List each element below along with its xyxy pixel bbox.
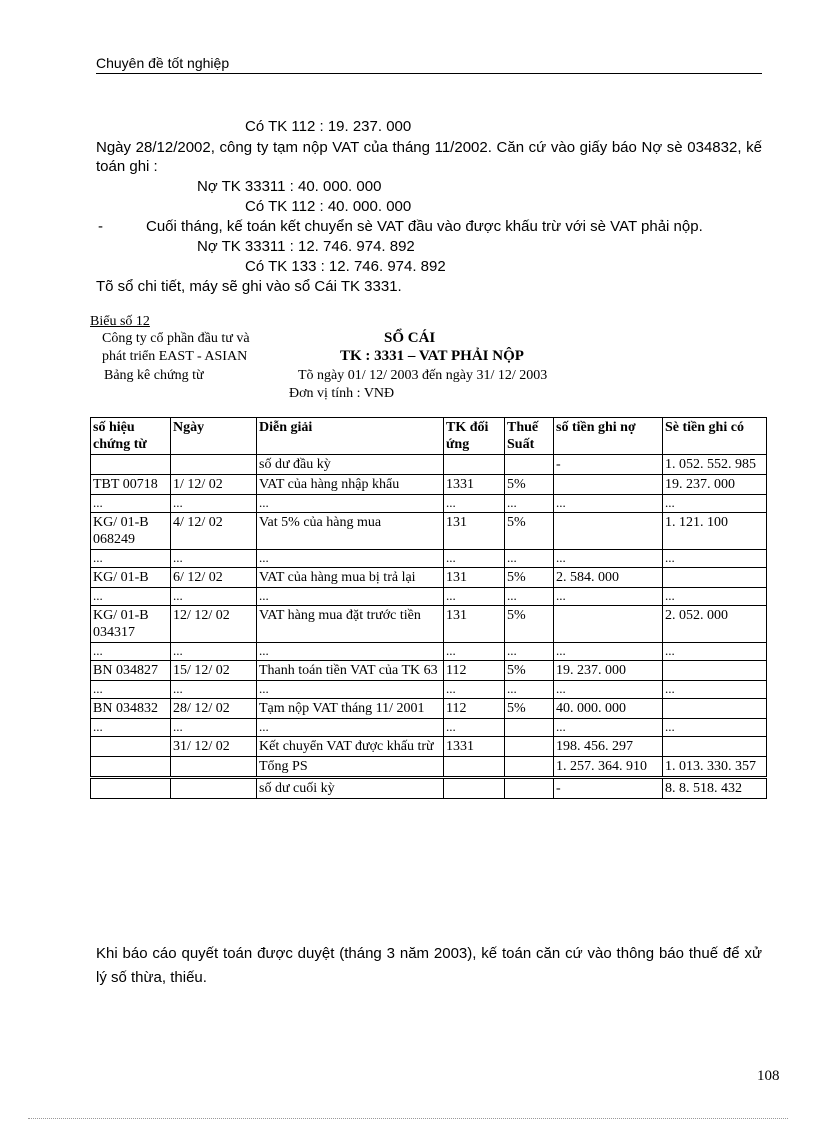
page-number: 108: [757, 1068, 780, 1084]
source-label: Bảng kê chứng từ: [104, 368, 204, 383]
table-row: [91, 475, 767, 495]
outro-paragraph: Khi báo cáo quyết toán được duyệt (tháng 3 năm 2003), kế toán căn cứ vào thông báo thuế để xử lý số thừa, thiếu.: [96, 945, 762, 986]
table-row: [91, 495, 767, 513]
table-cell: ...: [505, 681, 554, 699]
total-row: [91, 757, 767, 778]
table-cell: 112: [444, 661, 505, 681]
table-cell: 28/ 12/ 02: [171, 699, 257, 719]
table-cell: 198. 456. 297: [554, 737, 663, 757]
table-cell: ...: [663, 495, 767, 513]
column-header: số tiền ghi nợ: [554, 418, 663, 455]
intro-line-6: Có TK 133 : 12. 746. 974. 892: [245, 258, 446, 275]
table-cell: 1331: [444, 737, 505, 757]
ledger-period: Tõ ngày 01/ 12/ 2003 đến ngày 31/ 12/ 2003: [298, 368, 548, 383]
table-cell: ...: [444, 643, 505, 661]
table-cell: ...: [663, 550, 767, 568]
table-cell: ...: [554, 495, 663, 513]
intro-line-3: Có TK 112 : 40. 000. 000: [245, 198, 412, 215]
table-cell: 19. 237. 000: [663, 475, 767, 495]
table-cell: ...: [257, 681, 444, 699]
table-cell: ...: [554, 550, 663, 568]
table-cell: ...: [444, 495, 505, 513]
table-cell: 131: [444, 568, 505, 588]
table-cell: ...: [554, 681, 663, 699]
ledger-title: SỔ CÁI: [384, 330, 436, 346]
table-cell: [505, 719, 554, 737]
table-cell: ...: [554, 643, 663, 661]
table-cell: [663, 661, 767, 681]
table-row: [91, 588, 767, 606]
table-cell: [663, 737, 767, 757]
table-cell: ...: [171, 495, 257, 513]
table-row: [91, 719, 767, 737]
intro-line-1: Có TK 112 : 19. 237. 000: [245, 118, 412, 135]
intro-paragraph-1: Ngày 28/12/2002, công ty tạm nộp VAT của tháng 11/2002. Căn cứ vào giấy báo Nợ sè 034832, kế toán ghi :: [96, 139, 762, 175]
table-cell: ...: [257, 588, 444, 606]
table-cell: ...: [257, 719, 444, 737]
table-cell: ...: [505, 588, 554, 606]
table-cell: ...: [554, 719, 663, 737]
ledger-unit: Đơn vị tính : VNĐ: [289, 386, 395, 401]
table-cell: 131: [444, 513, 505, 550]
ledger-rows: [91, 475, 767, 757]
table-cell: 2. 584. 000: [554, 568, 663, 588]
column-header: Thuế Suất: [505, 418, 554, 455]
table-cell: ...: [444, 588, 505, 606]
column-header: Ngày: [171, 418, 257, 455]
table-cell: 131: [444, 606, 505, 643]
table-row: [91, 513, 767, 550]
table-cell: ...: [91, 588, 171, 606]
ledger-table: [90, 417, 767, 799]
column-header: Sè tiền ghi có: [663, 418, 767, 455]
table-cell: 5%: [505, 513, 554, 550]
table-cell: 5%: [505, 661, 554, 681]
table-cell: [663, 699, 767, 719]
table-row: [91, 699, 767, 719]
company-line-2: phát triển EAST - ASIAN: [102, 349, 248, 364]
table-cell: Thanh toán tiền VAT của TK 63: [257, 661, 444, 681]
opening-credit: 1. 052. 552. 985: [663, 455, 767, 475]
opening-balance-row: [91, 455, 767, 475]
total-label: Tổng PS: [257, 757, 444, 778]
table-cell: [663, 568, 767, 588]
table-cell: ...: [91, 719, 171, 737]
intro-line-5: Nợ TK 33311 : 12. 746. 974. 892: [197, 238, 415, 255]
table-cell: ...: [505, 550, 554, 568]
table-cell: ...: [171, 681, 257, 699]
table-cell: ...: [554, 588, 663, 606]
table-cell: 5%: [505, 699, 554, 719]
column-header: số hiệu chứng từ: [91, 418, 171, 455]
table-row: [91, 606, 767, 643]
table-row: [91, 681, 767, 699]
table-cell: ...: [444, 681, 505, 699]
table-cell: 1331: [444, 475, 505, 495]
table-row: [91, 661, 767, 681]
table-cell: 15/ 12/ 02: [171, 661, 257, 681]
closing-credit: 8. 8. 518. 432: [663, 778, 767, 799]
table-cell: ...: [171, 550, 257, 568]
table-cell: TBT 00718: [91, 475, 171, 495]
table-cell: ...: [91, 681, 171, 699]
table-cell: 1. 121. 100: [663, 513, 767, 550]
table-cell: Vat 5% của hàng mua: [257, 513, 444, 550]
table-cell: ...: [257, 550, 444, 568]
table-cell: [554, 606, 663, 643]
table-cell: ...: [663, 681, 767, 699]
table-cell: ...: [171, 588, 257, 606]
table-cell: ...: [171, 719, 257, 737]
table-cell: Kết chuyển VAT được khấu trừ: [257, 737, 444, 757]
table-cell: 5%: [505, 475, 554, 495]
table-cell: ...: [663, 719, 767, 737]
table-cell: BN 034832: [91, 699, 171, 719]
table-cell: [554, 513, 663, 550]
table-cell: KG/ 01-B: [91, 568, 171, 588]
table-cell: ...: [505, 643, 554, 661]
total-debit: 1. 257. 364. 910: [554, 757, 663, 778]
intro-line-2: Nợ TK 33311 : 40. 000. 000: [197, 178, 382, 195]
table-cell: 5%: [505, 606, 554, 643]
table-cell: 40. 000. 000: [554, 699, 663, 719]
table-cell: [91, 737, 171, 757]
table-cell: 12/ 12/ 02: [171, 606, 257, 643]
table-cell: ...: [505, 495, 554, 513]
table-cell: VAT của hàng nhập khẩu: [257, 475, 444, 495]
table-cell: ...: [663, 643, 767, 661]
table-cell: ...: [663, 588, 767, 606]
table-row: [91, 737, 767, 757]
table-cell: Tạm nộp VAT tháng 11/ 2001: [257, 699, 444, 719]
table-cell: ...: [91, 643, 171, 661]
column-header: Diễn giải: [257, 418, 444, 455]
intro-line-4: Cuối tháng, kế toán kết chuyển sè VAT đầu vào được khấu trừ với sè VAT phải nộp.: [146, 218, 703, 235]
closing-label: số dư cuối kỳ: [257, 778, 444, 799]
header-title: Chuyên đề tốt nghiệp: [96, 55, 230, 71]
table-cell: ...: [91, 550, 171, 568]
form-label: Biểu số 12: [90, 314, 150, 329]
closing-balance-row: [91, 778, 767, 799]
table-cell: [554, 475, 663, 495]
closing-debit: -: [554, 778, 663, 799]
total-credit: 1. 013. 330. 357: [663, 757, 767, 778]
column-header: TK đối ứng: [444, 418, 505, 455]
table-cell: BN 034827: [91, 661, 171, 681]
table-cell: ...: [91, 495, 171, 513]
header-rule: [96, 73, 762, 74]
table-cell: ...: [444, 719, 505, 737]
table-cell: 2. 052. 000: [663, 606, 767, 643]
ledger-subtitle: TK : 3331 – VAT PHẢI NỘP: [340, 348, 524, 364]
company-line-1: Công ty cổ phần đầu tư và: [102, 331, 250, 346]
table-cell: ...: [257, 643, 444, 661]
table-cell: KG/ 01-B 034317: [91, 606, 171, 643]
table-cell: 19. 237. 000: [554, 661, 663, 681]
table-cell: VAT của hàng mua bị trả lại: [257, 568, 444, 588]
table-cell: ...: [257, 495, 444, 513]
table-cell: KG/ 01-B 068249: [91, 513, 171, 550]
table-row: [91, 568, 767, 588]
intro-line-7: Tõ sổ chi tiết, máy sẽ ghi vào sổ Cái TK 3331.: [96, 278, 402, 295]
table-cell: 4/ 12/ 02: [171, 513, 257, 550]
table-row: [91, 550, 767, 568]
table-header-row: [91, 418, 767, 455]
opening-label: số dư đầu kỳ: [257, 455, 444, 475]
table-cell: 6/ 12/ 02: [171, 568, 257, 588]
table-cell: VAT hàng mua đặt trước tiền: [257, 606, 444, 643]
table-cell: 112: [444, 699, 505, 719]
table-cell: 5%: [505, 568, 554, 588]
table-cell: 1/ 12/ 02: [171, 475, 257, 495]
bottom-rule: [28, 1118, 788, 1119]
opening-debit: -: [554, 455, 663, 475]
table-cell: ...: [171, 643, 257, 661]
intro-dash: -: [98, 218, 103, 235]
table-row: [91, 643, 767, 661]
table-cell: 31/ 12/ 02: [171, 737, 257, 757]
table-cell: ...: [444, 550, 505, 568]
table-cell: [505, 737, 554, 757]
